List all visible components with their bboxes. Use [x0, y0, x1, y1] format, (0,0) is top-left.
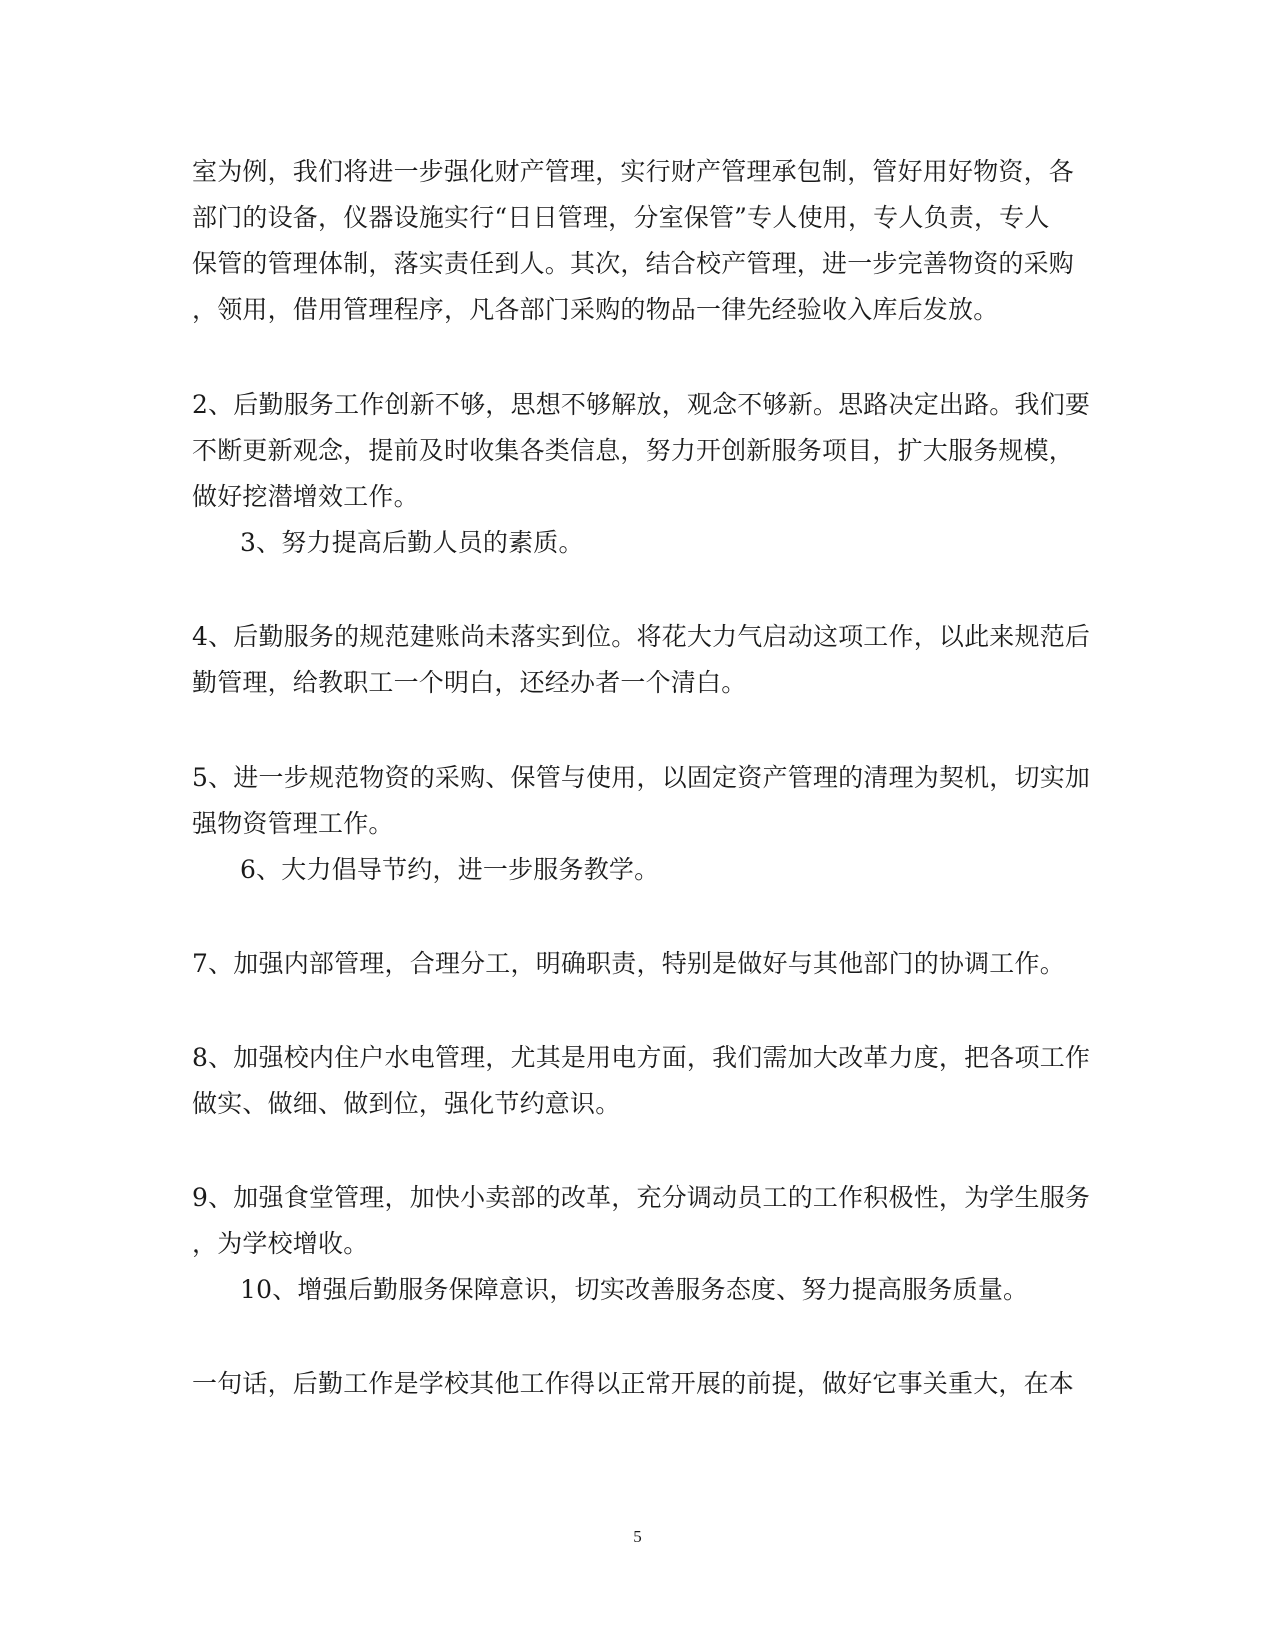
- text-line: 5、进一步规范物资的采购、保管与使用，以固定资产管理的清理为契机，切实加: [192, 763, 1091, 792]
- text-line: ，领用，借用管理程序，凡各部门采购的物品一律先经验收入库后发放。: [192, 295, 999, 324]
- text-line: 做好挖潜增效工作。: [192, 482, 419, 511]
- text-line: 3、努力提高后勤人员的素质。: [240, 528, 584, 557]
- text-line: 10、增强后勤服务保障意识，切实改善服务态度、努力提高服务质量。: [240, 1275, 1029, 1304]
- text-line: 室为例，我们将进一步强化财产管理，实行财产管理承包制，管好用好物资，各: [192, 157, 1075, 186]
- text-line: 6、大力倡导节约，进一步服务教学。: [240, 855, 660, 884]
- text-line: 部门的设备，仪器设施实行“日日管理，分室保管”专人使用，专人负责，专人: [192, 203, 1050, 232]
- text-line: 一句话，后勤工作是学校其他工作得以正常开展的前提，做好它事关重大，在本: [192, 1369, 1075, 1398]
- text-line: 做实、做细、做到位，强化节约意识。: [192, 1089, 621, 1118]
- text-line: 4、后勤服务的规范建账尚未落实到位。将花大力气启动这项工作，以此来规范后: [192, 622, 1091, 651]
- text-line: 强物资管理工作。: [192, 809, 394, 838]
- text-line: ，为学校增收。: [192, 1229, 369, 1258]
- text-line: 7、加强内部管理，合理分工，明确职责，特别是做好与其他部门的协调工作。: [192, 949, 1065, 978]
- text-line: 9、加强食堂管理，加快小卖部的改革，充分调动员工的工作积极性，为学生服务: [192, 1183, 1091, 1212]
- text-line: 2、后勤服务工作创新不够，思想不够解放，观念不够新。思路决定出路。我们要: [192, 390, 1091, 419]
- text-line: 不断更新观念，提前及时收集各类信息，努力开创新服务项目，扩大服务规模，: [192, 436, 1075, 465]
- text-line: 保管的管理体制，落实责任到人。其次，结合校产管理，进一步完善物资的采购: [192, 249, 1075, 278]
- text-line: 8、加强校内住户水电管理，尤其是用电方面，我们需加大改革力度，把各项工作: [192, 1043, 1091, 1072]
- page-number: 5: [633, 1527, 642, 1546]
- text-line: 勤管理，给教职工一个明白，还经办者一个清白。: [192, 668, 747, 697]
